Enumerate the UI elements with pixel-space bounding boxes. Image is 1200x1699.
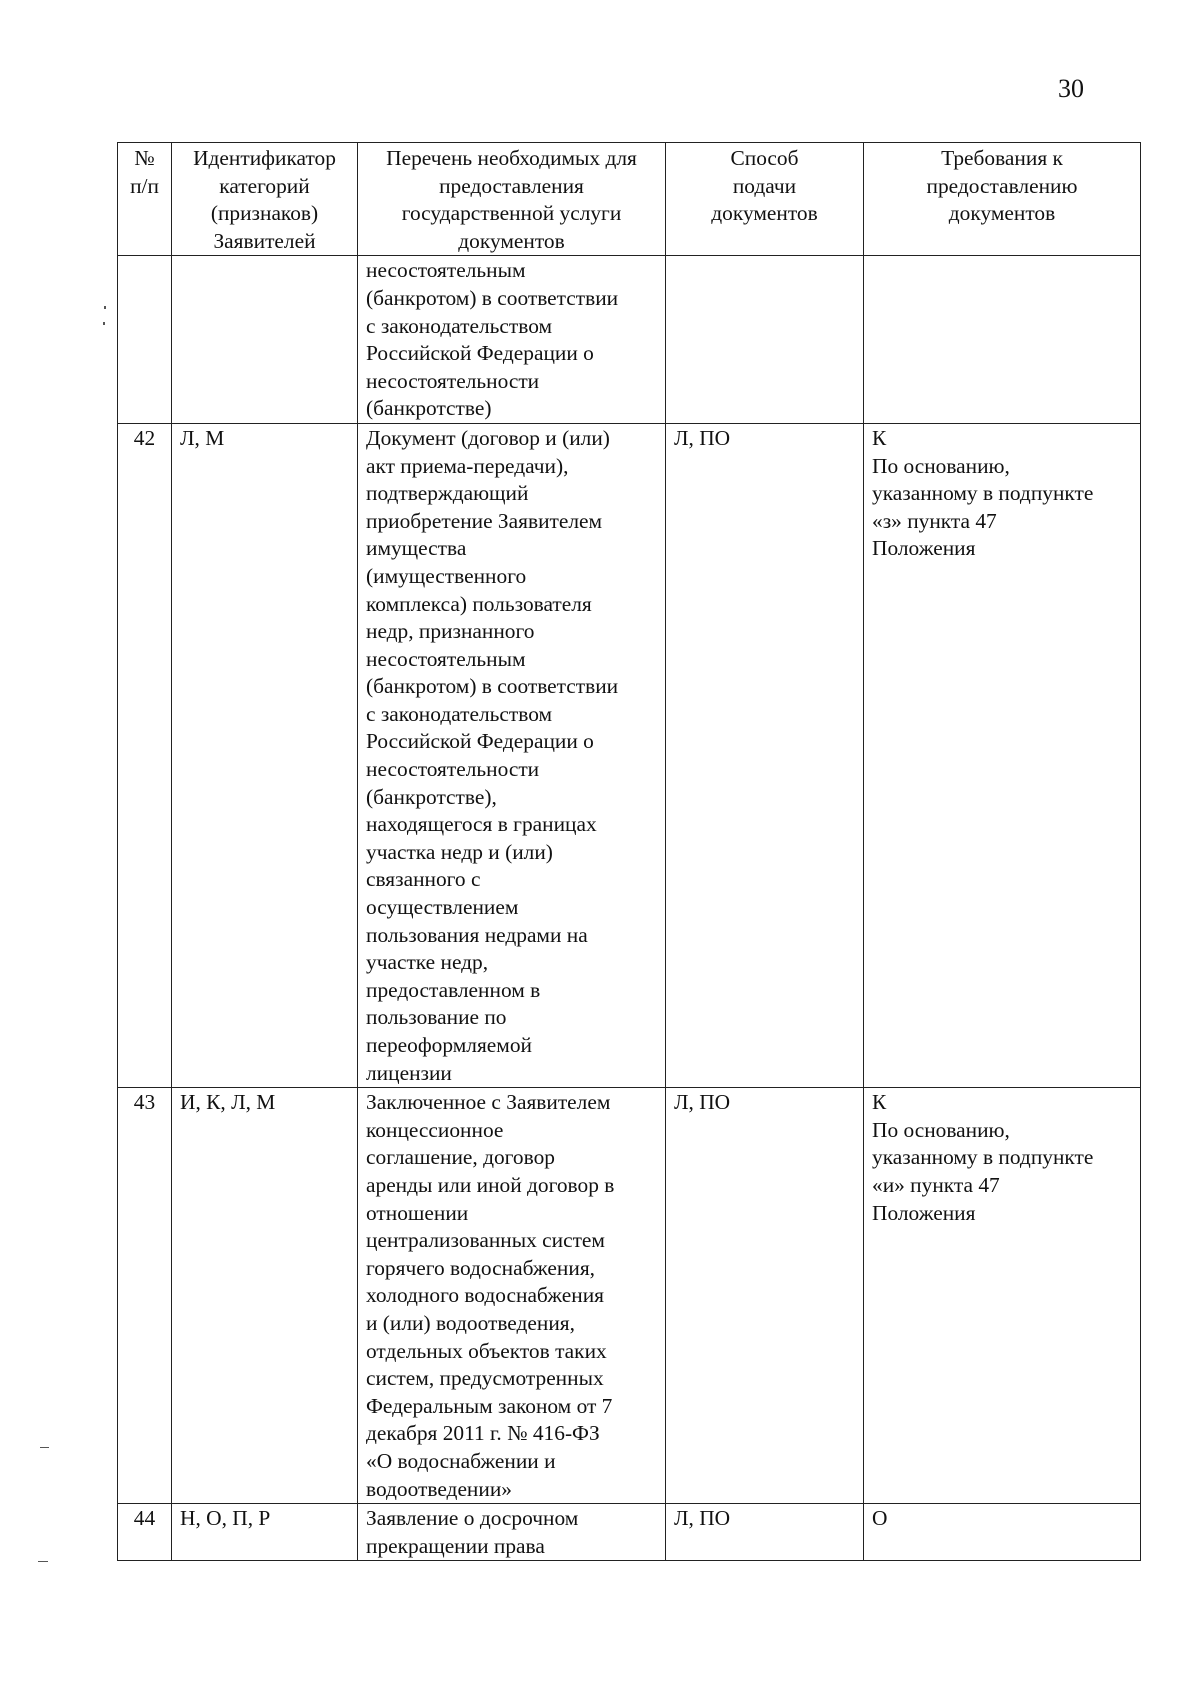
row-requirements [864,256,1141,424]
row-documents: Заявление о досрочном прекращении права [358,1504,666,1561]
row-method: Л, ПО [666,423,864,1087]
row-method: Л, ПО [666,1504,864,1561]
scan-mark [38,1561,48,1562]
row-documents: Документ (договор и (или) акт приема-передачи), подтверждающий приобретение Заявителем имущества (имущественного комплекса) пользователя недр, признанного несостоятельным (банкротом) в соответствии с законодательством Российской Федерации о несостоятельности (банкротстве), находящегося в границах участка недр и (или) связанного с осуществлением пользования недрами на участке недр, предоставленном в пользование по переоформляемой лицензии [358,423,666,1087]
row-number: 42 [118,423,172,1087]
header-documents: Перечень необходимых для предоставления государственной услуги документов [358,143,666,256]
row-categories: И, К, Л, М [172,1088,358,1504]
header-categories: Идентификатор категорий (признаков) Заявителей [172,143,358,256]
table-row [118,256,1141,424]
scan-mark [103,322,105,325]
page-number: 30 [1058,74,1084,103]
row-categories: Л, М [172,423,358,1087]
row-categories [172,256,358,424]
table-header-row [118,143,1141,256]
table-row [118,1504,1141,1561]
header-number: № п/п [118,143,172,256]
row-documents: несостоятельным (банкротом) в соответствии с законодательством Российской Федерации о несостоятельности (банкротстве) [358,256,666,424]
scan-mark [40,1447,49,1448]
row-number: 43 [118,1088,172,1504]
scan-mark [104,306,106,309]
table-row [118,1088,1141,1504]
row-method [666,256,864,424]
table-row [118,423,1141,1087]
row-number: 44 [118,1504,172,1561]
row-method: Л, ПО [666,1088,864,1504]
row-documents: Заключенное с Заявителем концессионное соглашение, договор аренды или иной договор в отношении централизованных систем горячего водоснабжения, холодного водоснабжения и (или) водоотведения, отдельных объектов таких систем, предусмотренных Федеральным законом от 7 декабря 2011 г. № 416-ФЗ «О водоснабжении и водоотведении» [358,1088,666,1504]
row-requirements: О [864,1504,1141,1561]
row-categories: Н, О, П, Р [172,1504,358,1561]
row-requirements: К По основанию, указанному в подпункте «и» пункта 47 Положения [864,1088,1141,1504]
row-requirements: К По основанию, указанному в подпункте «з» пункта 47 Положения [864,423,1141,1087]
header-requirements: Требования к предоставлению документов [864,143,1141,256]
documents-table [117,142,1141,1561]
header-method: Способ подачи документов [666,143,864,256]
row-number [118,256,172,424]
